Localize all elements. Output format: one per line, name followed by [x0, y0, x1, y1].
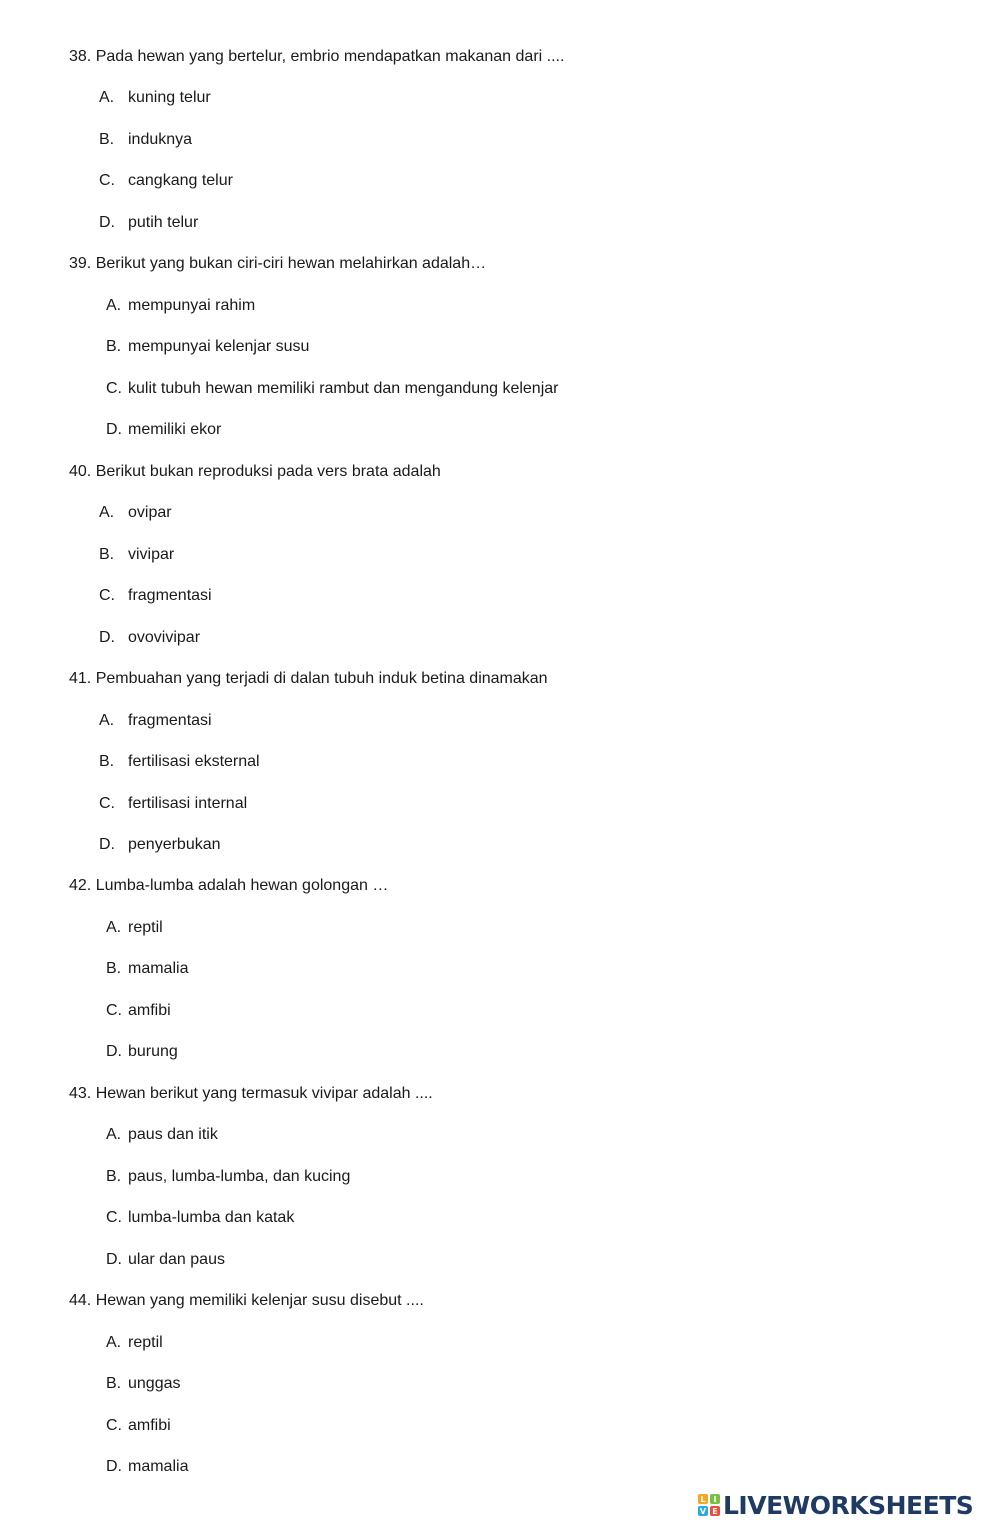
logo-tile-l: L — [698, 1494, 708, 1504]
option-letter: C. — [99, 795, 115, 812]
option-letter: A. — [99, 504, 115, 521]
option-letter: C. — [106, 1209, 122, 1226]
option-text: mamalia — [128, 960, 189, 977]
logo-text: LIVEWORKSHEETS — [723, 1490, 974, 1520]
liveworksheets-logo — [698, 1490, 973, 1520]
option-letter: C. — [106, 380, 122, 397]
option-text: mempunyai rahim — [128, 297, 256, 314]
option-letter: D. — [106, 1458, 122, 1475]
question-38: 38. Pada hewan yang bertelur, embrio mendapatkan makanan dari .... — [69, 48, 565, 65]
option-text: penyerbukan — [128, 836, 221, 853]
option-letter: B. — [99, 753, 115, 770]
question-43: 43. Hewan berikut yang termasuk vivipar adalah .... — [69, 1085, 433, 1102]
logo-tile-v: V — [699, 1506, 707, 1516]
option-text: induknya — [128, 131, 193, 148]
option-letter: C. — [106, 1417, 122, 1434]
option-text: memiliki ekor — [128, 421, 222, 438]
question-39: 39. Berikut yang bukan ciri-ciri hewan melahirkan adalah… — [69, 255, 487, 272]
option-letter: C. — [99, 587, 115, 604]
option-letter: A. — [99, 712, 115, 729]
option-text: ular dan paus — [128, 1251, 225, 1268]
option-letter: A. — [106, 1334, 122, 1351]
option-letter: D. — [106, 1043, 122, 1060]
option-letter: C. — [99, 172, 115, 189]
option-letter: B. — [106, 1168, 122, 1185]
option-text: putih telur — [128, 214, 199, 231]
question-41: 41. Pembuahan yang terjadi di dalan tubuh induk betina dinamakan — [69, 670, 548, 687]
option-text: reptil — [128, 919, 163, 936]
liveworksheets-logo-icon — [698, 1494, 720, 1516]
option-letter: D. — [106, 421, 122, 438]
option-letter: A. — [106, 297, 122, 314]
option-letter: D. — [99, 214, 115, 231]
option-letter: D. — [106, 1251, 122, 1268]
option-text: amfibi — [128, 1417, 171, 1434]
option-letter: A. — [106, 919, 122, 936]
option-text: unggas — [128, 1375, 181, 1392]
option-letter: C. — [106, 1002, 122, 1019]
option-text: kuning telur — [128, 89, 211, 106]
option-text: vivipar — [128, 546, 175, 563]
option-letter: B. — [106, 1375, 122, 1392]
option-text: fertilisasi internal — [128, 795, 248, 812]
option-letter: D. — [99, 629, 115, 646]
option-text: paus dan itik — [128, 1126, 218, 1143]
option-text: amfibi — [128, 1002, 171, 1019]
option-letter: B. — [106, 960, 122, 977]
option-letter: B. — [106, 338, 122, 355]
option-letter: B. — [99, 131, 115, 148]
logo-tile-e: E — [710, 1506, 720, 1516]
question-44: 44. Hewan yang memiliki kelenjar susu disebut .... — [69, 1292, 424, 1309]
option-text: fertilisasi eksternal — [128, 753, 260, 770]
option-text: ovipar — [128, 504, 172, 521]
option-text: burung — [128, 1043, 178, 1060]
option-text: kulit tubuh hewan memiliki rambut dan mengandung kelenjar — [128, 380, 559, 397]
option-letter: B. — [99, 546, 115, 563]
option-text: fragmentasi — [128, 587, 212, 604]
option-text: lumba-lumba dan katak — [128, 1209, 295, 1226]
option-letter: D. — [99, 836, 115, 853]
question-42: 42. Lumba-lumba adalah hewan golongan … — [69, 877, 389, 894]
option-letter: A. — [106, 1126, 122, 1143]
option-text: mempunyai kelenjar susu — [128, 338, 310, 355]
option-text: reptil — [128, 1334, 163, 1351]
logo-tile-i: I — [710, 1494, 720, 1504]
option-text: ovovivipar — [128, 629, 201, 646]
option-text: fragmentasi — [128, 712, 212, 729]
option-text: cangkang telur — [128, 172, 233, 189]
option-text: paus, lumba-lumba, dan kucing — [128, 1168, 351, 1185]
option-text: mamalia — [128, 1458, 189, 1475]
question-40: 40. Berikut bukan reproduksi pada vers brata adalah — [69, 463, 441, 480]
option-letter: A. — [99, 89, 115, 106]
